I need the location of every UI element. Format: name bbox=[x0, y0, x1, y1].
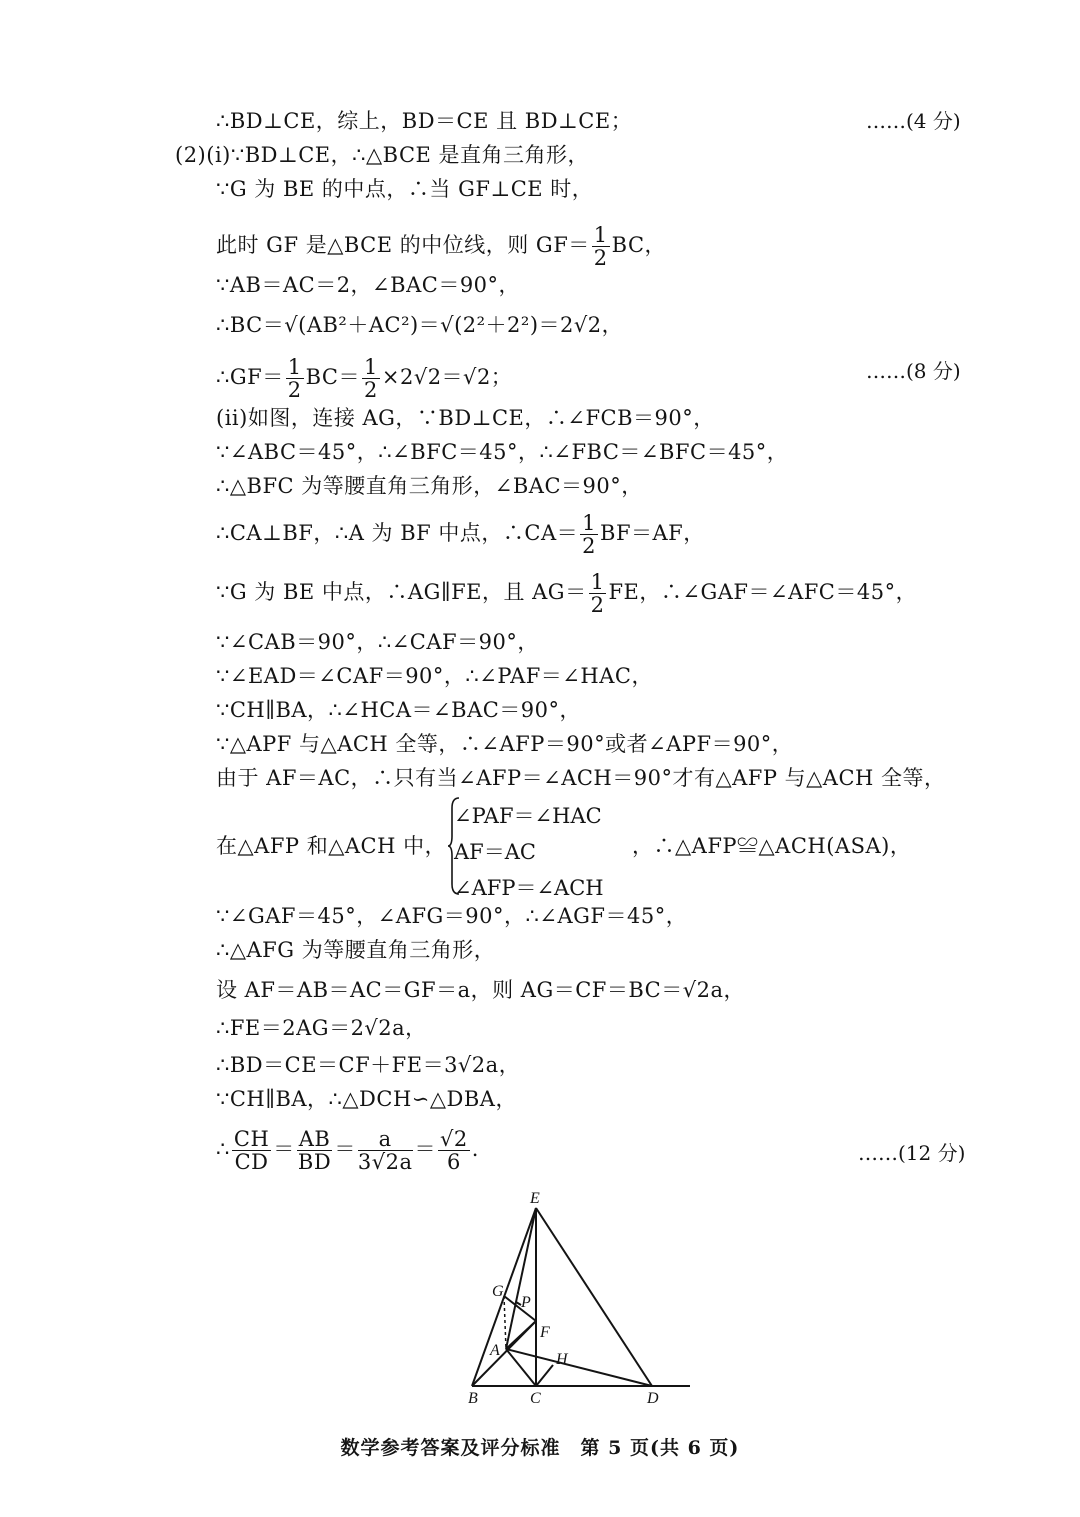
frac-den: 2 bbox=[582, 534, 597, 558]
line-5: ∵AB＝AC＝2，∠BAC＝90°， bbox=[216, 273, 521, 297]
line-11-tail: BF＝AF， bbox=[600, 521, 705, 545]
fraction-half bbox=[580, 512, 598, 557]
line-23: ∴BD＝CE＝CF＋FE＝3√2a， bbox=[216, 1053, 521, 1077]
frac-den: 2 bbox=[590, 593, 605, 617]
fraction-half bbox=[592, 224, 610, 269]
line-18-tail: ，∴△AFP≌△ACH(ASA)， bbox=[632, 834, 912, 858]
label-h: H bbox=[556, 1351, 568, 1368]
fraction-half bbox=[286, 356, 304, 401]
frac-num: AB bbox=[298, 1127, 331, 1151]
score-4: ……(4 分) bbox=[866, 109, 961, 133]
line-18: 在△AFP 和△ACH 中， bbox=[216, 834, 447, 858]
label-g: G bbox=[492, 1283, 504, 1300]
eq-sign: ＝ bbox=[414, 1137, 436, 1161]
fraction-a-3r2a bbox=[358, 1128, 413, 1173]
fraction-half bbox=[362, 356, 380, 401]
line-ch bbox=[536, 1365, 553, 1386]
line-16: ∵△APF 与△ACH 全等，∴∠AFP＝90°或者∠APF＝90°， bbox=[216, 732, 794, 756]
frac-num: √2 bbox=[440, 1127, 468, 1151]
line-21: 设 AF＝AB＝AC＝GF＝a，则 AG＝CF＝BC＝√2a， bbox=[216, 978, 746, 1002]
fraction-ch-cd bbox=[232, 1128, 271, 1173]
line-13: ∵∠CAB＝90°，∴∠CAF＝90°， bbox=[216, 630, 539, 654]
fraction-r2-6 bbox=[438, 1128, 470, 1173]
line-2: (2)(i)∵BD⊥CE，∴△BCE 是直角三角形， bbox=[175, 143, 590, 167]
line-1: ∴BD⊥CE，综上，BD＝CE 且 BD⊥CE； bbox=[216, 109, 633, 133]
frac-num: 1 bbox=[363, 355, 378, 379]
line-4-text: 此时 GF 是△BCE 的中位线，则 GF＝ bbox=[216, 233, 590, 257]
condition-system bbox=[454, 798, 604, 906]
line-11 bbox=[216, 512, 705, 557]
line-3: ∵G 为 BE 的中点，∴当 GF⊥CE 时， bbox=[216, 177, 594, 201]
label-e: E bbox=[530, 1190, 540, 1207]
eq-sign: ＝ bbox=[334, 1137, 356, 1161]
line-ad bbox=[506, 1349, 652, 1386]
line-6: ∴BC＝√(AB²＋AC²)＝√(2²＋2²)＝2√2， bbox=[216, 313, 624, 337]
fraction-ab-bd bbox=[297, 1128, 333, 1173]
line-7-tail: ×2√2＝√2； bbox=[381, 365, 513, 389]
frac-den: BD bbox=[297, 1150, 332, 1174]
line-ed bbox=[536, 1208, 652, 1386]
frac-den: 3√2a bbox=[357, 1150, 413, 1174]
frac-num: CH bbox=[233, 1127, 270, 1151]
frac-num: 1 bbox=[287, 355, 302, 379]
score-8: ……(8 分) bbox=[866, 359, 961, 383]
line-15: ∵CH∥BA，∴∠HCA＝∠BAC＝90°， bbox=[216, 698, 582, 722]
line-12-tail: FE，∴∠GAF＝∠AFC＝45°， bbox=[608, 580, 918, 604]
frac-den: 2 bbox=[593, 246, 608, 270]
fraction-half bbox=[589, 571, 607, 616]
frac-num: a bbox=[358, 1128, 413, 1151]
line-10: ∴△BFC 为等腰直角三角形，∠BAC＝90°， bbox=[216, 474, 643, 498]
frac-den: 6 bbox=[446, 1150, 461, 1174]
line-11-text: ∴CA⊥BF，∴A 为 BF 中点，∴CA＝ bbox=[216, 521, 579, 545]
label-d: D bbox=[647, 1390, 659, 1407]
eq-sign: ＝ bbox=[273, 1137, 295, 1161]
line-7 bbox=[216, 356, 512, 401]
line-12-text: ∵G 为 BE 中点，∴AG∥FE，且 AG＝ bbox=[216, 580, 587, 604]
frac-num: 1 bbox=[582, 511, 597, 535]
line-22: ∴FE＝2AG＝2√2a， bbox=[216, 1016, 427, 1040]
frac-num: 1 bbox=[593, 223, 608, 247]
line-4 bbox=[216, 224, 666, 269]
line-7-mid: BC＝ bbox=[305, 365, 360, 389]
page-footer: 数学参考答案及评分标准 第 5 页(共 6 页) bbox=[340, 1437, 740, 1459]
line-gf bbox=[504, 1296, 536, 1321]
label-b: B bbox=[468, 1390, 478, 1407]
label-f: F bbox=[540, 1324, 550, 1341]
score-12: ……(12 分) bbox=[858, 1141, 966, 1165]
line-7-text: ∴GF＝ bbox=[216, 365, 284, 389]
line-12 bbox=[216, 571, 917, 616]
condition-3: ∠AFP＝∠ACH bbox=[454, 876, 604, 900]
line-19: ∵∠GAF＝45°，∠AFG＝90°，∴∠AGF＝45°， bbox=[216, 904, 688, 928]
line-4-tail: BC， bbox=[611, 233, 667, 257]
frac-den: CD bbox=[234, 1150, 269, 1174]
condition-2: AF＝AC bbox=[454, 840, 536, 864]
line-25-text: ∴ bbox=[216, 1137, 230, 1161]
condition-1: ∠PAF＝∠HAC bbox=[454, 804, 602, 828]
frac-den: 2 bbox=[363, 378, 378, 402]
label-c: C bbox=[530, 1390, 541, 1407]
line-ag-dashed bbox=[504, 1296, 506, 1349]
geometry-figure bbox=[462, 1186, 698, 1408]
line-25 bbox=[216, 1128, 479, 1173]
line-8: (ii)如图，连接 AG，∵BD⊥CE，∴∠FCB＝90°， bbox=[216, 406, 715, 430]
frac-den: 2 bbox=[287, 378, 302, 402]
line-20: ∴△AFG 为等腰直角三角形， bbox=[216, 938, 496, 962]
label-a: A bbox=[490, 1342, 500, 1359]
frac-num: 1 bbox=[590, 570, 605, 594]
line-24: ∵CH∥BA，∴△DCH∽△DBA， bbox=[216, 1087, 517, 1111]
line-14: ∵∠EAD＝∠CAF＝90°，∴∠PAF＝∠HAC， bbox=[216, 664, 653, 688]
line-17: 由于 AF＝AC，∴只有当∠AFP＝∠ACH＝90°才有△AFP 与△ACH 全等， bbox=[216, 766, 946, 790]
label-p: P bbox=[521, 1294, 531, 1311]
line-9: ∵∠ABC＝45°，∴∠BFC＝45°，∴∠FBC＝∠BFC＝45°， bbox=[216, 440, 789, 464]
line-25-tail: . bbox=[471, 1137, 479, 1161]
